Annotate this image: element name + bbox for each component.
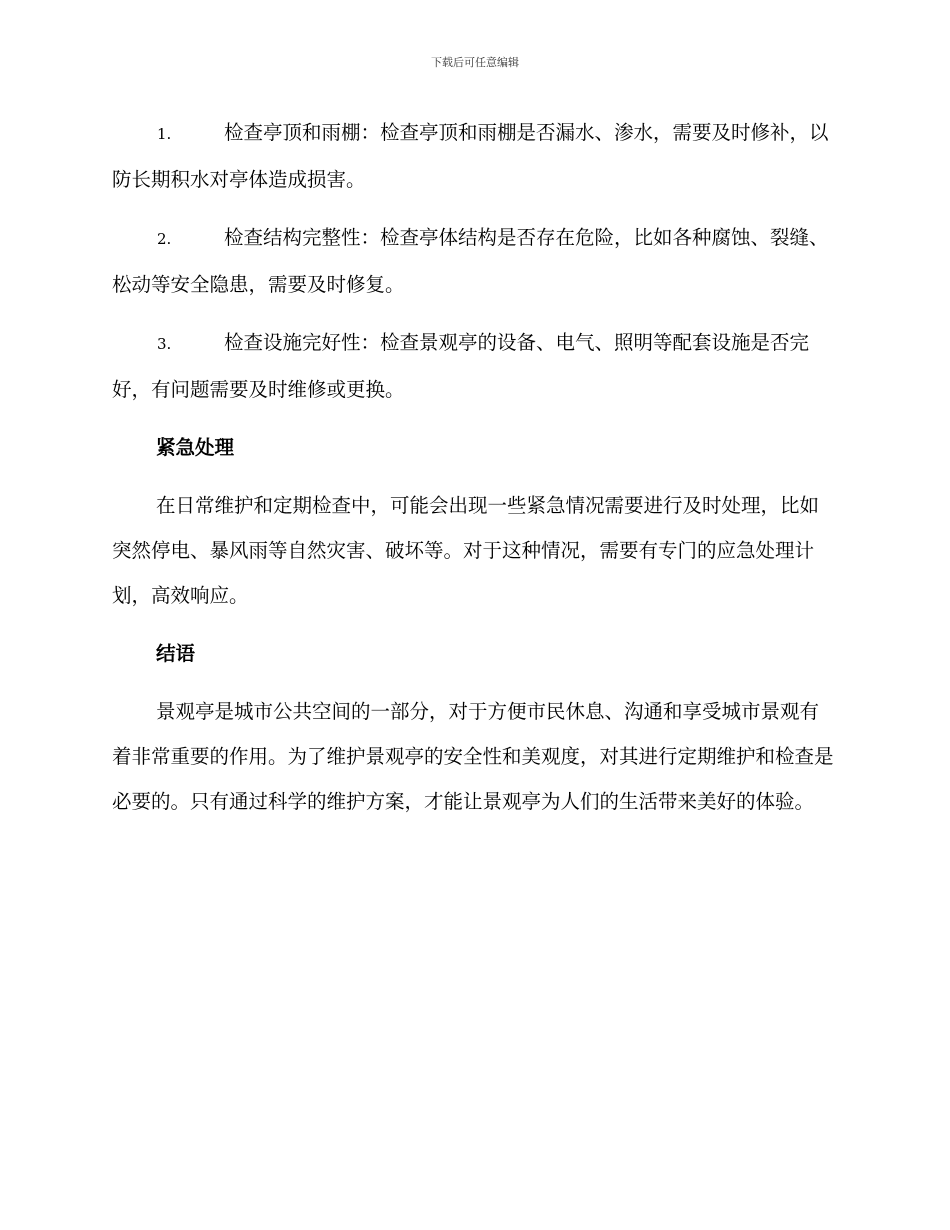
section-heading-conclusion: 结语 [156, 642, 196, 665]
list-text: 检查设施完好性：检查景观亭的设备、电气、照明等配套设施是否完好，有问题需要及时维修或更换。 [112, 331, 810, 401]
list-text: 检查结构完整性：检查亭体结构是否存在危险，比如各种腐蚀、裂缝、松动等安全隐患，需要及时修复。 [112, 226, 829, 296]
list-number: 2. [157, 230, 172, 248]
list-item [112, 215, 834, 307]
paragraph-emergency: 在日常维护和定期检查中，可能会出现一些紧急情况需要进行及时处理，比如突然停电、暴风雨等自然灾害、破坏等。对于这种情况，需要有专门的应急处理计划，高效响应。 [112, 494, 820, 607]
list-item [112, 110, 834, 202]
page-header: 下载后可任意编辑 [431, 56, 519, 69]
document-body [112, 110, 834, 837]
list-number: 3. [157, 335, 172, 353]
list-item [112, 320, 834, 412]
list-text: 检查亭顶和雨棚：检查亭顶和雨棚是否漏水、渗水，需要及时修补，以防长期积水对亭体造成损害。 [112, 121, 829, 191]
list-number: 1. [157, 125, 172, 143]
section-heading-emergency: 紧急处理 [156, 436, 235, 459]
paragraph-conclusion: 景观亭是城市公共空间的一部分，对于方便市民休息、沟通和享受城市景观有着非常重要的作用。为了维护景观亭的安全性和美观度，对其进行定期维护和检查是必要的。只有通过科学的维护方案，才能让景观亭为人们的生活带来美好的体验。 [112, 700, 834, 813]
